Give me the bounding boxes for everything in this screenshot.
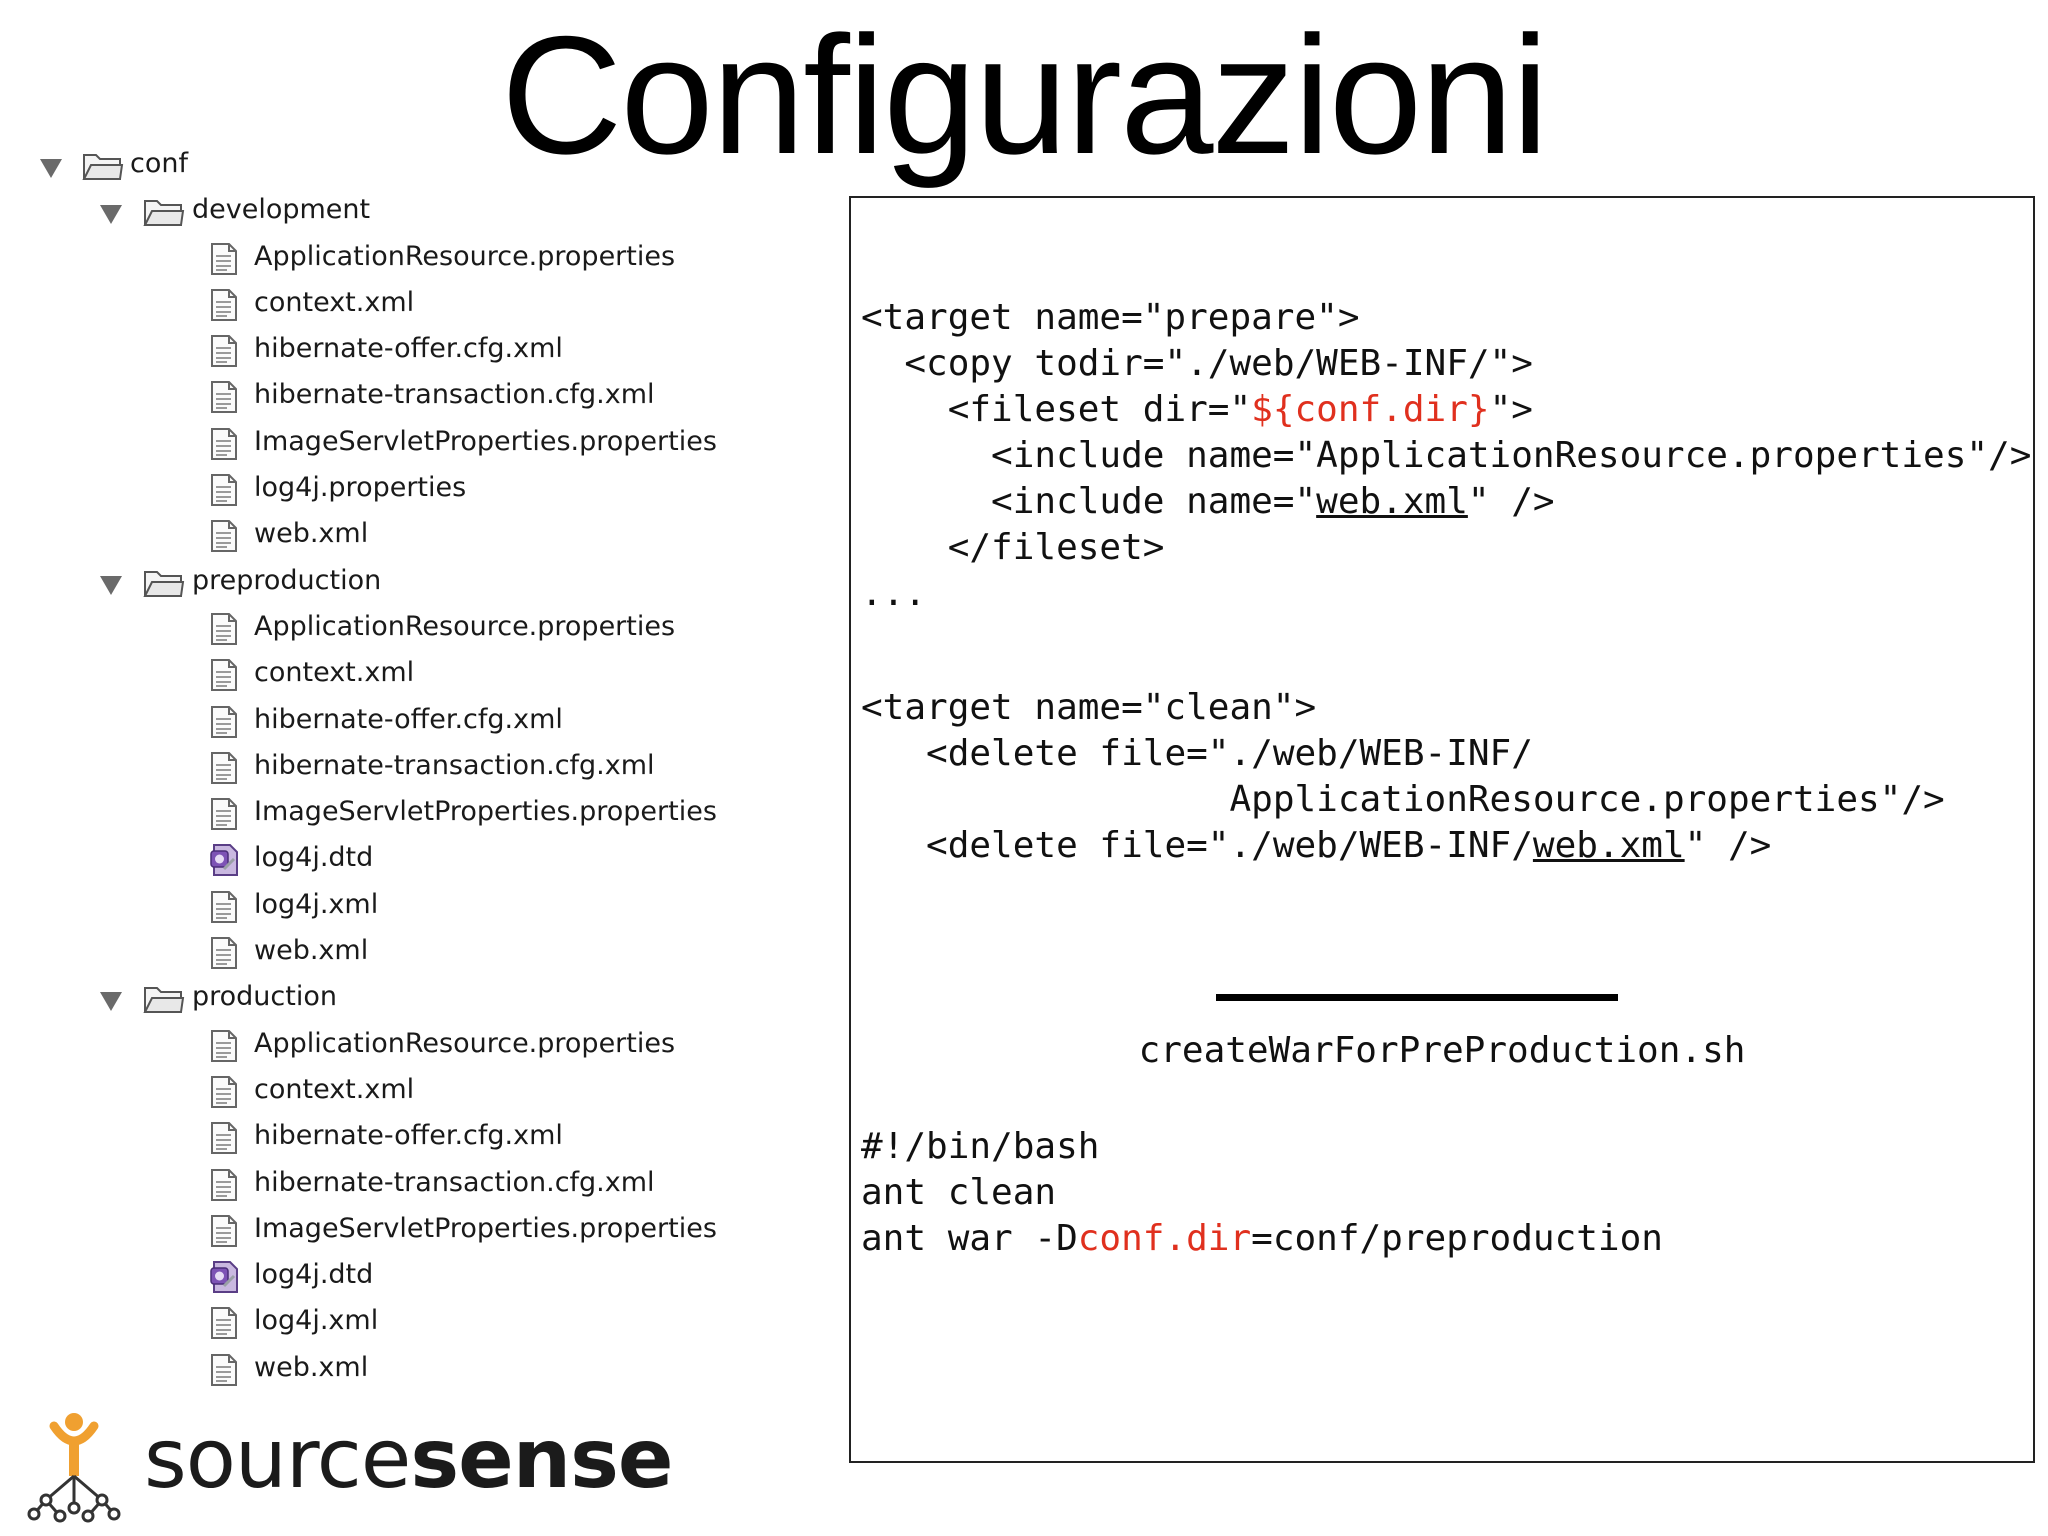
conf-dir-variable: conf.dir (1077, 1218, 1252, 1259)
tree-folder-label: development (192, 194, 371, 226)
ant-clean-snippet (861, 685, 1945, 869)
logo-word-bold: sense (410, 1412, 673, 1507)
web-xml-ref: web.xml (1316, 481, 1468, 522)
text-file-icon (210, 1029, 238, 1067)
text-file-icon (210, 380, 238, 418)
file-tree (30, 145, 730, 1395)
tree-file-item[interactable] (30, 1164, 730, 1210)
disclosure-triangle-icon[interactable] (100, 576, 122, 595)
code-line: <target name="prepare"> (861, 297, 1360, 338)
folder-icon (143, 984, 185, 1018)
tree-file-item[interactable] (30, 839, 730, 885)
tree-folder-development[interactable] (30, 191, 730, 237)
text-file-icon (210, 1121, 238, 1159)
disclosure-triangle-icon[interactable] (100, 205, 122, 224)
code-line: ApplicationResource.properties"/> (1229, 779, 1945, 820)
disclosure-triangle-icon[interactable] (100, 992, 122, 1011)
tree-file-item[interactable] (30, 469, 730, 515)
tree-file-item[interactable] (30, 330, 730, 376)
tree-file-label: ImageServletProperties.properties (254, 796, 717, 828)
tree-file-item[interactable] (30, 747, 730, 793)
tree-file-label: hibernate-offer.cfg.xml (254, 703, 563, 735)
text-file-icon (210, 936, 238, 974)
code-token: =conf/preproduction (1251, 1218, 1663, 1259)
text-file-icon (210, 1168, 238, 1206)
script-filename: createWarForPreProduction.sh (1138, 1030, 1746, 1071)
text-file-icon (210, 519, 238, 557)
tree-file-item[interactable] (30, 608, 730, 654)
tree-folder-label: preproduction (192, 564, 382, 596)
folder-icon (143, 197, 185, 231)
folder-icon (82, 151, 124, 185)
conf-dir-variable: ${conf.dir} (1251, 389, 1490, 430)
web-xml-ref: web.xml (1532, 825, 1685, 866)
tree-file-item[interactable] (30, 886, 730, 932)
shell-script (861, 1124, 1663, 1262)
code-line: <copy todir="./web/WEB-INF/"> (904, 343, 1533, 384)
tree-folder-preproduction[interactable] (30, 562, 730, 608)
tree-file-item[interactable] (30, 1025, 730, 1071)
tree-file-item[interactable] (30, 793, 730, 839)
dtd-file-icon (210, 1260, 240, 1298)
text-file-icon (210, 1306, 238, 1344)
dtd-file-icon (210, 843, 240, 881)
code-line: ant clean (861, 1172, 1057, 1213)
tree-folder-conf[interactable] (30, 145, 730, 191)
tree-file-label: context.xml (254, 286, 415, 318)
tree-file-label: ApplicationResource.properties (254, 1027, 676, 1059)
code-line: </fileset> (947, 527, 1165, 568)
sourcesense-mark-icon (24, 1408, 124, 1530)
tree-file-label: hibernate-offer.cfg.xml (254, 333, 563, 365)
ant-build-snippet (861, 295, 2031, 617)
code-line: <target name="clean"> (861, 687, 1317, 728)
text-file-icon (210, 612, 238, 650)
tree-file-label: hibernate-transaction.cfg.xml (254, 379, 655, 411)
code-line: <include name="ApplicationResource.properties"/> (991, 435, 2032, 476)
tree-file-label: log4j.dtd (254, 1259, 374, 1291)
code-line: <include name=" (991, 481, 1317, 522)
tree-file-label: log4j.xml (254, 1305, 379, 1337)
disclosure-triangle-icon[interactable] (40, 159, 62, 178)
tree-file-label: hibernate-transaction.cfg.xml (254, 749, 655, 781)
tree-file-item[interactable] (30, 376, 730, 422)
tree-file-label: log4j.xml (254, 888, 379, 920)
tree-folder-label: production (192, 981, 337, 1013)
code-line: <delete file="./web/WEB-INF/ (926, 733, 1533, 774)
text-file-icon (210, 242, 238, 280)
code-line: <delete file="./web/WEB-INF/ (926, 825, 1533, 866)
tree-file-label: context.xml (254, 1073, 415, 1105)
tree-file-item[interactable] (30, 654, 730, 700)
tree-file-item[interactable] (30, 701, 730, 747)
tree-file-item[interactable] (30, 423, 730, 469)
folder-icon (143, 568, 185, 602)
tree-file-item[interactable] (30, 1210, 730, 1256)
tree-file-label: ImageServletProperties.properties (254, 1212, 717, 1244)
code-token: " /> (1684, 825, 1772, 866)
text-file-icon (210, 473, 238, 511)
code-line: ant war -D (861, 1218, 1078, 1259)
text-file-icon (210, 1353, 238, 1391)
tree-body (30, 191, 730, 1395)
tree-file-label: web.xml (254, 1351, 369, 1383)
text-file-icon (210, 1075, 238, 1113)
tree-file-item[interactable] (30, 1117, 730, 1163)
text-file-icon (210, 334, 238, 372)
tree-file-label: web.xml (254, 518, 369, 550)
text-file-icon (210, 427, 238, 465)
code-box (849, 196, 2035, 1463)
text-file-icon (210, 751, 238, 789)
tree-file-item[interactable] (30, 932, 730, 978)
tree-file-label: hibernate-offer.cfg.xml (254, 1120, 563, 1152)
tree-file-label: ImageServletProperties.properties (254, 425, 717, 457)
tree-file-label: ApplicationResource.properties (254, 240, 676, 272)
tree-folder-label: conf (130, 148, 188, 179)
text-file-icon (210, 705, 238, 743)
code-line: <fileset dir=" (947, 389, 1252, 430)
tree-file-item[interactable] (30, 1256, 730, 1302)
text-file-icon (210, 288, 238, 326)
logo-word-light: source (144, 1412, 411, 1507)
logo-wordmark (144, 1410, 673, 1510)
text-file-icon (210, 890, 238, 928)
tree-file-label: log4j.properties (254, 472, 467, 504)
text-file-icon (210, 797, 238, 835)
tree-file-item[interactable] (30, 284, 730, 330)
tree-file-item[interactable] (30, 1302, 730, 1348)
tree-folder-production[interactable] (30, 978, 730, 1024)
tree-file-item[interactable] (30, 515, 730, 561)
tree-file-item[interactable] (30, 238, 730, 284)
text-file-icon (210, 1214, 238, 1252)
code-token: " /> (1467, 481, 1555, 522)
slide-title: Configurazioni (501, 1, 1547, 189)
divider-rule (1216, 994, 1618, 1001)
tree-file-label: ApplicationResource.properties (254, 610, 676, 642)
code-line: #!/bin/bash (861, 1126, 1100, 1167)
tree-file-label: web.xml (254, 935, 369, 967)
tree-file-item[interactable] (30, 1071, 730, 1117)
tree-file-item[interactable] (30, 1349, 730, 1395)
tree-file-label: hibernate-transaction.cfg.xml (254, 1166, 655, 1198)
text-file-icon (210, 658, 238, 696)
tree-file-label: log4j.dtd (254, 842, 374, 874)
code-token: "> (1489, 389, 1533, 430)
code-ellipsis: ... (861, 573, 927, 614)
tree-file-label: context.xml (254, 657, 415, 689)
